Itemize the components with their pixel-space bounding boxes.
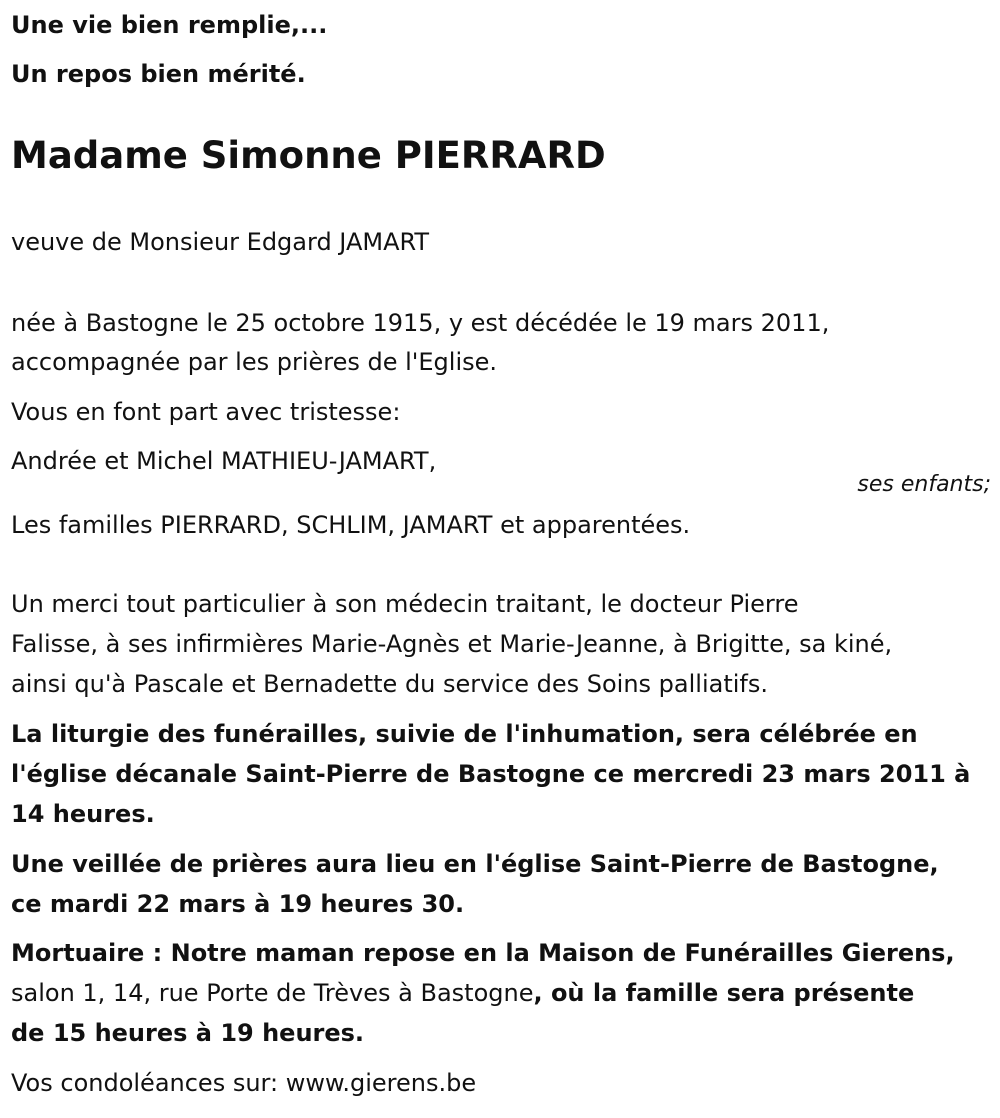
mortuary-line-2 bbox=[11, 973, 914, 1013]
funeral-line-3: 14 heures. bbox=[11, 800, 155, 828]
thanks-line-3: ainsi qu'à Pascale et Bernadette du service des Soins palliatifs. bbox=[11, 670, 768, 698]
header-line-2: Un repos bien mérité. bbox=[11, 60, 306, 88]
spouse-line: veuve de Monsieur Edgard JAMART bbox=[11, 228, 430, 256]
birth-death-line-1: née à Bastogne le 25 octobre 1915, y est décédée le 19 mars 2011, bbox=[11, 309, 830, 337]
thanks-line-1: Un merci tout particulier à son médecin traitant, le docteur Pierre bbox=[11, 590, 799, 618]
mortuary-address: salon 1, 14, rue Porte de Trèves à Bastogne bbox=[11, 979, 534, 1007]
condolences-line: Vos condoléances sur: www.gierens.be bbox=[11, 1069, 477, 1097]
deceased-name: Madame Simonne PIERRARD bbox=[11, 134, 606, 177]
family-children: Andrée et Michel MATHIEU-JAMART, bbox=[11, 447, 437, 475]
funeral-line-2: l'église décanale Saint-Pierre de Bastogne ce mercredi 23 mars 2011 à bbox=[11, 760, 971, 788]
family-children-role: ses enfants; bbox=[857, 472, 991, 497]
announcement-line: Vous en font part avec tristesse: bbox=[11, 398, 401, 426]
mortuary-line-1: Mortuaire : Notre maman repose en la Maison de Funérailles Gierens, bbox=[11, 939, 955, 967]
vigil-line-1: Une veillée de prières aura lieu en l'église Saint-Pierre de Bastogne, bbox=[11, 850, 939, 878]
thanks-line-2: Falisse, à ses infirmières Marie-Agnès et Marie-Jeanne, à Brigitte, sa kiné, bbox=[11, 630, 893, 658]
mortuary-line-3: de 15 heures à 19 heures. bbox=[11, 1019, 365, 1047]
vigil-line-2: ce mardi 22 mars à 19 heures 30. bbox=[11, 890, 465, 918]
header-line-1: Une vie bien remplie,... bbox=[11, 11, 328, 39]
funeral-line-1: La liturgie des funérailles, suivie de l'inhumation, sera célébrée en bbox=[11, 720, 918, 748]
mortuary-family-presence: , où la famille sera présente bbox=[533, 979, 915, 1007]
birth-death-line-2: accompagnée par les prières de l'Eglise. bbox=[11, 348, 498, 376]
family-others: Les familles PIERRARD, SCHLIM, JAMART et apparentées. bbox=[11, 511, 691, 539]
